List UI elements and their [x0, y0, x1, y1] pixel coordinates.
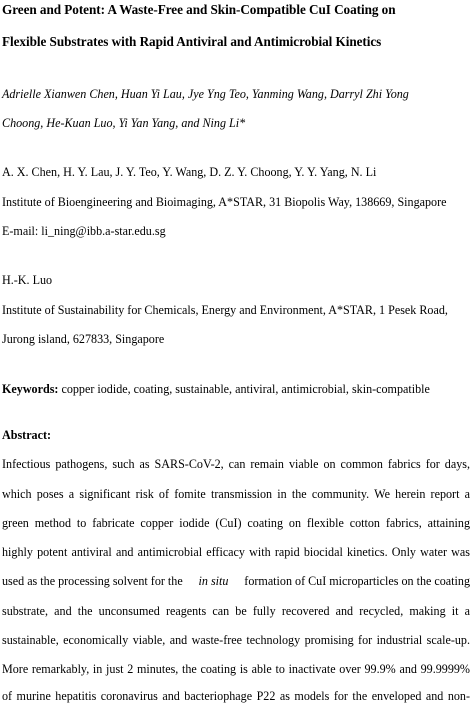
abstract-line-8: More remarkably, in just 2 minutes, the coating is able to inactivate over 99.9% and 99.9999% [2, 662, 470, 676]
abstract-line-5-italic: in situ [198, 574, 229, 588]
affiliation-2-institute-line-2: Jurong island, 627833, Singapore [2, 332, 165, 346]
abstract-line-4: highly potent antiviral and antimicrobial efficacy with rapid biocidal kinetics. Only water was [2, 545, 470, 559]
abstract-line-3: green method to fabricate copper iodide (CuI) coating on flexible cotton fabrics, attaining [2, 516, 470, 530]
abstract-line-6: substrate, and the unconsumed reagents can be fully recovered and recycled, making it a [2, 604, 470, 618]
keywords-line [2, 381, 430, 397]
authors-line-2: Choong, He-Kuan Luo, Yi Yan Yang, and Ning Li* [2, 116, 246, 130]
abstract-line-5 [2, 573, 470, 589]
abstract-line-7: sustainable, economically viable, and waste-free technology promising for industrial scale-up. [2, 633, 470, 647]
keywords-label: Keywords: [2, 382, 59, 396]
paper-title-line-2: Flexible Substrates with Rapid Antiviral and Antimicrobial Kinetics [2, 34, 382, 49]
affiliation-1-institute: Institute of Bioengineering and Bioimaging, A*STAR, 31 Biopolis Way, 138669, Singapore [2, 195, 447, 209]
paper-title-line-1: Green and Potent: A Waste-Free and Skin-Compatible CuI Coating on [2, 2, 396, 17]
abstract-heading: Abstract: [2, 428, 52, 442]
abstract-line-5-pre: used as the processing solvent for the [2, 574, 186, 588]
keywords-text: copper iodide, coating, sustainable, antiviral, antimicrobial, skin-compatible [58, 382, 430, 396]
affiliation-2-names: H.-K. Luo [2, 273, 53, 287]
contact-email: E-mail: li_ning@ibb.a-star.edu.sg [2, 224, 166, 238]
abstract-line-1: Infectious pathogens, such as SARS-CoV-2, can remain viable on common fabrics for days, [2, 457, 470, 471]
authors-line-1: Adrielle Xianwen Chen, Huan Yi Lau, Jye Yng Teo, Yanming Wang, Darryl Zhi Yong [2, 87, 409, 101]
affiliation-2-institute-line-1: Institute of Sustainability for Chemicals, Energy and Environment, A*STAR, 1 Pesek Road, [2, 303, 448, 317]
abstract-line-9: of murine hepatitis coronavirus and bacteriophage P22 as models for the enveloped and non- [2, 689, 470, 703]
abstract-line-2: which poses a significant risk of fomite transmission in the community. We herein report a [2, 487, 470, 501]
abstract-line-5-post: formation of CuI microparticles on the coating [241, 574, 470, 588]
affiliation-1-names: A. X. Chen, H. Y. Lau, J. Y. Teo, Y. Wang, D. Z. Y. Choong, Y. Y. Yang, N. Li [2, 165, 377, 179]
